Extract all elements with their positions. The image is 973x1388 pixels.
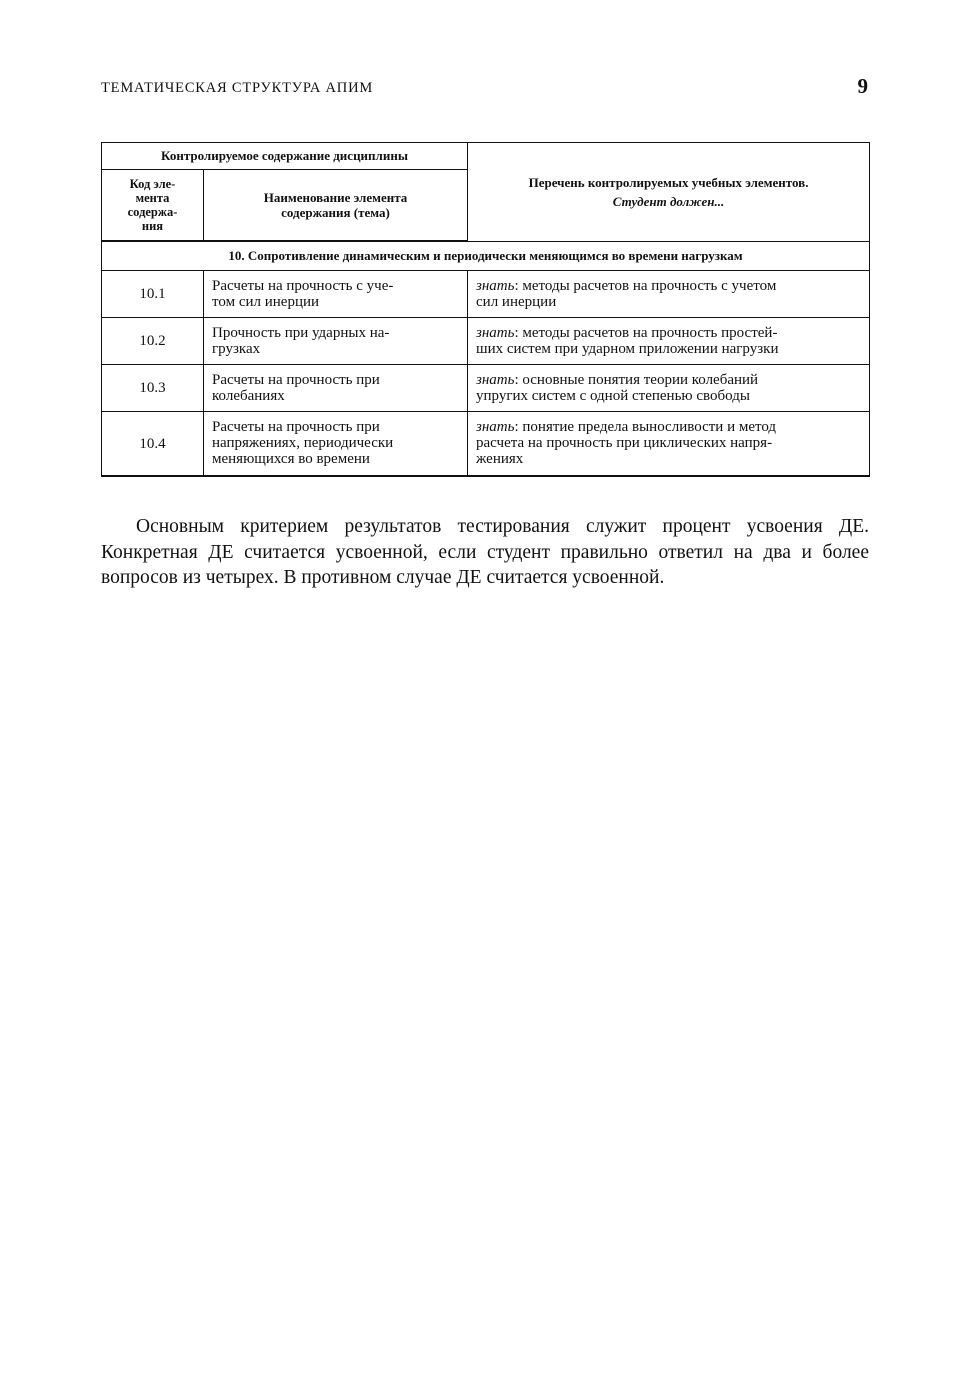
code-header-cell [102,170,204,242]
list-header-title: Перечень контролируемых учебных элементов. [528,174,809,190]
row-requirement-line [476,325,861,341]
requirement-verb: знать [476,324,515,341]
row-requirement [468,318,870,365]
row-requirement-line [476,419,861,435]
row-name-line: Прочность при ударных на- [212,324,390,341]
list-header-subtitle: Студент должен... [612,193,725,209]
table-row [102,412,870,477]
row-name-line: том сил инерции [212,293,320,310]
row-name [204,365,468,412]
code-header-line: содержа- [127,205,178,219]
requirement-verb: знать [476,277,515,294]
name-header-line: содержания (тема) [281,205,390,220]
row-name [204,318,468,365]
page-number: 9 [857,74,868,98]
content-table [101,142,870,477]
row-code: 10.1 [102,271,204,318]
row-requirement [468,412,870,477]
row-name-line: меняющихся во времени [212,451,370,467]
group-header-cell: Контролируемое содержание дисциплины [102,143,468,170]
row-name-line: колебаниях [212,387,285,404]
row-name-line: Расчеты на прочность при [212,419,380,435]
row-requirement-line: сил инерции [476,293,557,310]
row-requirement-line: расчета на прочность при циклических напря- [476,435,773,451]
row-name [204,412,468,477]
requirement-verb: знать [476,419,515,435]
code-header-line: мента [135,191,170,205]
requirement-text: : понятие предела выносливости и метод [514,419,777,435]
row-name-line: Расчеты на прочность при [212,371,380,388]
section-title: 10. Сопротивление динамическим и периодически меняющимся во времени нагрузкам [102,241,870,271]
running-head-title: ТЕМАТИЧЕСКАЯ СТРУКТУРА АПИМ [101,80,374,96]
name-header-line: Наименование элемента [263,190,408,205]
requirement-text: : методы расчетов на прочность простей- [514,324,778,341]
row-requirement-line: упругих систем с одной степенью свободы [476,387,750,404]
row-requirement-line [476,278,861,294]
table-row [102,365,870,412]
section-row [102,241,870,271]
row-code: 10.2 [102,318,204,365]
table-row [102,271,870,318]
requirement-text: : методы расчетов на прочность с учетом [514,277,777,294]
row-code: 10.4 [102,412,204,477]
row-name-line: грузках [212,340,261,357]
row-requirement [468,271,870,318]
requirement-text: : основные понятия теории колебаний [514,371,759,388]
name-header-cell [204,170,468,242]
code-header-line: Код эле- [129,177,176,191]
row-requirement [468,365,870,412]
table-header-row-1 [102,143,870,170]
code-header-line: ния [141,219,164,233]
row-name-line: напряжениях, периодически [212,435,394,451]
row-requirement-line [476,372,861,388]
requirement-verb: знать [476,371,515,388]
row-name [204,271,468,318]
list-header-cell [468,143,870,242]
row-requirement-line: ших систем при ударном приложении нагрузки [476,340,779,357]
row-code: 10.3 [102,365,204,412]
body-paragraph: Основным критерием результатов тестирования служит процент усвоения ДЕ. Конкретная ДЕ считается усвоенной, если студент правильно ответил на два и более вопросов из четырех. В противном случае ДЕ считается усвоенной. [101,516,869,588]
row-name-line: Расчеты на прочность с уче- [212,277,394,294]
table-row [102,318,870,365]
row-requirement-line: жениях [476,451,524,467]
